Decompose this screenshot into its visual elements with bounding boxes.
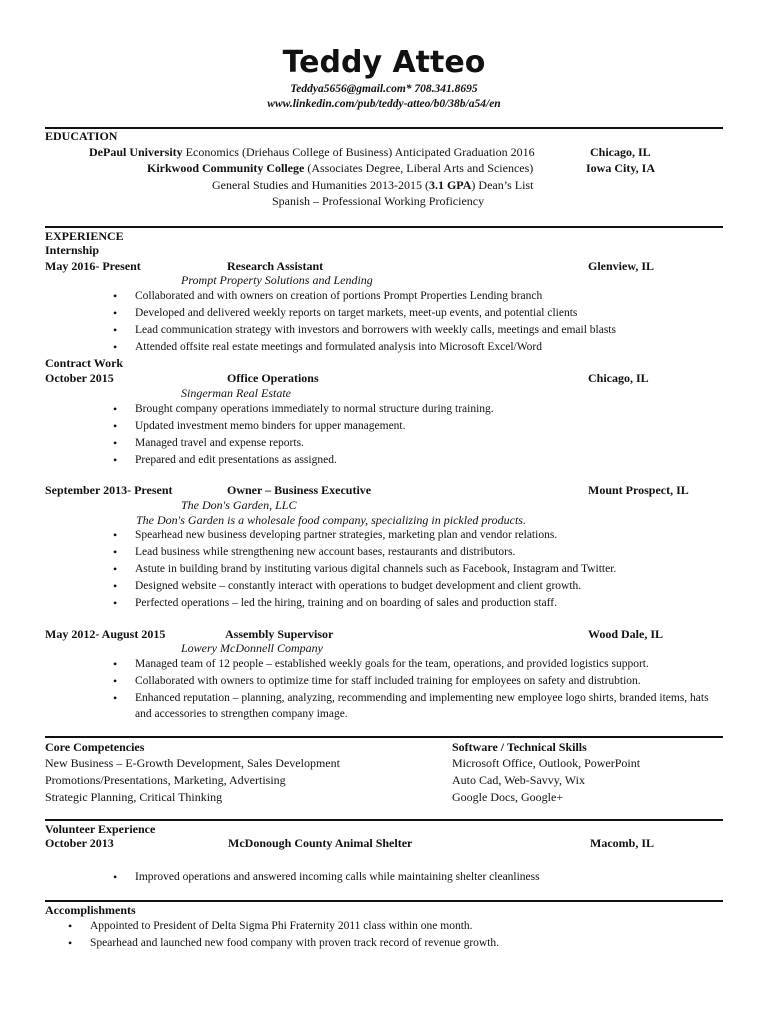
section-divider (45, 819, 723, 821)
job-bullets (113, 527, 616, 612)
list-item: • Collaborated with owners to optimize time for staff included training for employees on safety and distrubtion. (113, 673, 710, 690)
section-divider (45, 226, 723, 228)
job-dates: October 2015 (45, 371, 114, 385)
school-location: Chicago, IL (590, 145, 651, 159)
job-role: Assembly Supervisor (225, 627, 334, 641)
internship-label: Internship (45, 243, 100, 257)
job-role: Research Assistant (227, 259, 324, 273)
school-detail: (Associates Degree, Liberal Arts and Sciences) (304, 161, 534, 175)
list-item: • Managed travel and expense reports. (113, 435, 494, 452)
job-dates: May 2016- Present (45, 259, 141, 273)
list-item: • Managed team of 12 people – established weekly goals for the team, operations, and provided logistics support. (113, 656, 710, 673)
job-bullets (113, 656, 710, 722)
list-item: • Perfected operations – led the hiring, training and on boarding of sales and production staff. (113, 595, 616, 612)
volunteer-location: Macomb, IL (590, 836, 654, 850)
linkedin-url[interactable]: www.linkedin.com/pub/teddy-atteo/b0/38b/a54/en (267, 98, 501, 110)
education-heading: EDUCATION (45, 129, 118, 143)
section-divider (45, 900, 723, 902)
core-competencies-heading: Core Competencies (45, 740, 145, 754)
list-item: • Astute in building brand by instituting various digital channels such as Facebook, Instagram and Twitter. (113, 561, 616, 578)
volunteer-org: McDonough County Animal Shelter (228, 836, 413, 850)
list-item: • Enhanced reputation – planning, analyzing, recommending and implementing new employee logo shirts, branded items, hats and accessories to strengthen company image. (113, 690, 710, 722)
job-role: Owner – Business Executive (227, 483, 372, 497)
job-company: Lowery McDonnell Company (181, 641, 323, 655)
list-item: • Collaborated and with owners on creation of portions Prompt Properties Lending branch (113, 288, 616, 305)
list-item: • Prepared and edit presentations as assigned. (113, 452, 494, 469)
job-dates: May 2012- August 2015 (45, 627, 166, 641)
section-divider (45, 127, 723, 129)
job-bullets (113, 401, 494, 469)
job-role: Office Operations (227, 371, 319, 385)
job-location: Glenview, IL (588, 259, 655, 273)
gpa-value: 3.1 GPA (428, 178, 472, 192)
section-divider (45, 736, 723, 738)
job-company: The Don's Garden, LLC (181, 498, 297, 512)
list-item: • Spearhead new business developing partner strategies, marketing plan and vendor relations. (113, 527, 616, 544)
list-item: • Developed and delivered weekly reports on target markets, meet-up events, and potential clients (113, 305, 616, 322)
list-item: • Designed website – constantly interact with operations to budget development and client growth. (113, 578, 616, 595)
studies-text-end: ) Dean’s List (471, 178, 534, 192)
job-bullets (113, 288, 616, 356)
resume-name: Teddy Atteo (282, 45, 486, 80)
school-detail: Economics (Driehaus College of Business) Anticipated Graduation 2016 (182, 145, 535, 159)
job-location: Mount Prospect, IL (588, 483, 689, 497)
list-item: • Updated investment memo binders for upper management. (113, 418, 494, 435)
education-row-depaul (89, 145, 535, 160)
software-skills-heading: Software / Technical Skills (452, 740, 587, 754)
accomplishment-bullets (68, 918, 499, 952)
company-description: The Don's Garden is a wholesale food company, specializing in pickled products. (136, 513, 526, 527)
core-item: Strategic Planning, Critical Thinking (45, 790, 223, 804)
list-item: • Appointed to President of Delta Sigma Phi Fraternity 2011 class within one month. (68, 918, 499, 935)
school-name: DePaul University (89, 145, 183, 159)
list-item: • Lead business while strengthening new account bases, restaurants and distributors. (113, 544, 616, 561)
list-item: • Attended offsite real estate meetings and formulated analysis into Microsoft Excel/Word (113, 339, 616, 356)
volunteer-heading: Volunteer Experience (45, 822, 156, 836)
core-item: Promotions/Presentations, Marketing, Advertising (45, 773, 286, 787)
job-company: Prompt Property Solutions and Lending (181, 273, 373, 287)
accomplishments-heading: Accomplishments (45, 903, 136, 917)
core-item: New Business – E-Growth Development, Sales Development (45, 756, 340, 770)
volunteer-dates: October 2013 (45, 836, 114, 850)
software-item: Google Docs, Google+ (452, 790, 564, 804)
experience-heading: EXPERIENCE (45, 229, 124, 243)
education-studies-line (212, 178, 533, 193)
contract-label: Contract Work (45, 356, 124, 370)
contact-line: Teddya5656@gmail.com* 708.341.8695 (290, 83, 478, 95)
job-dates: September 2013- Present (45, 483, 173, 497)
education-row-kirkwood (147, 161, 533, 176)
language-proficiency: Spanish – Professional Working Proficiency (272, 194, 485, 208)
studies-text: General Studies and Humanities 2013-2015 ( (212, 178, 429, 192)
list-item: • Improved operations and answered incoming calls while maintaining shelter cleanliness (113, 869, 540, 886)
software-item: Auto Cad, Web-Savvy, Wix (452, 773, 585, 787)
list-item: • Brought company operations immediately to normal structure during training. (113, 401, 494, 418)
volunteer-bullets (113, 869, 540, 886)
software-item: Microsoft Office, Outlook, PowerPoint (452, 756, 641, 770)
list-item: • Spearhead and launched new food company with proven track record of revenue growth. (68, 935, 499, 952)
list-item: • Lead communication strategy with investors and borrowers with weekly calls, meetings and email blasts (113, 322, 616, 339)
job-location: Chicago, IL (588, 371, 649, 385)
school-location: Iowa City, IA (586, 161, 656, 175)
job-location: Wood Dale, IL (588, 627, 664, 641)
school-name: Kirkwood Community College (147, 161, 305, 175)
job-company: Singerman Real Estate (181, 386, 291, 400)
